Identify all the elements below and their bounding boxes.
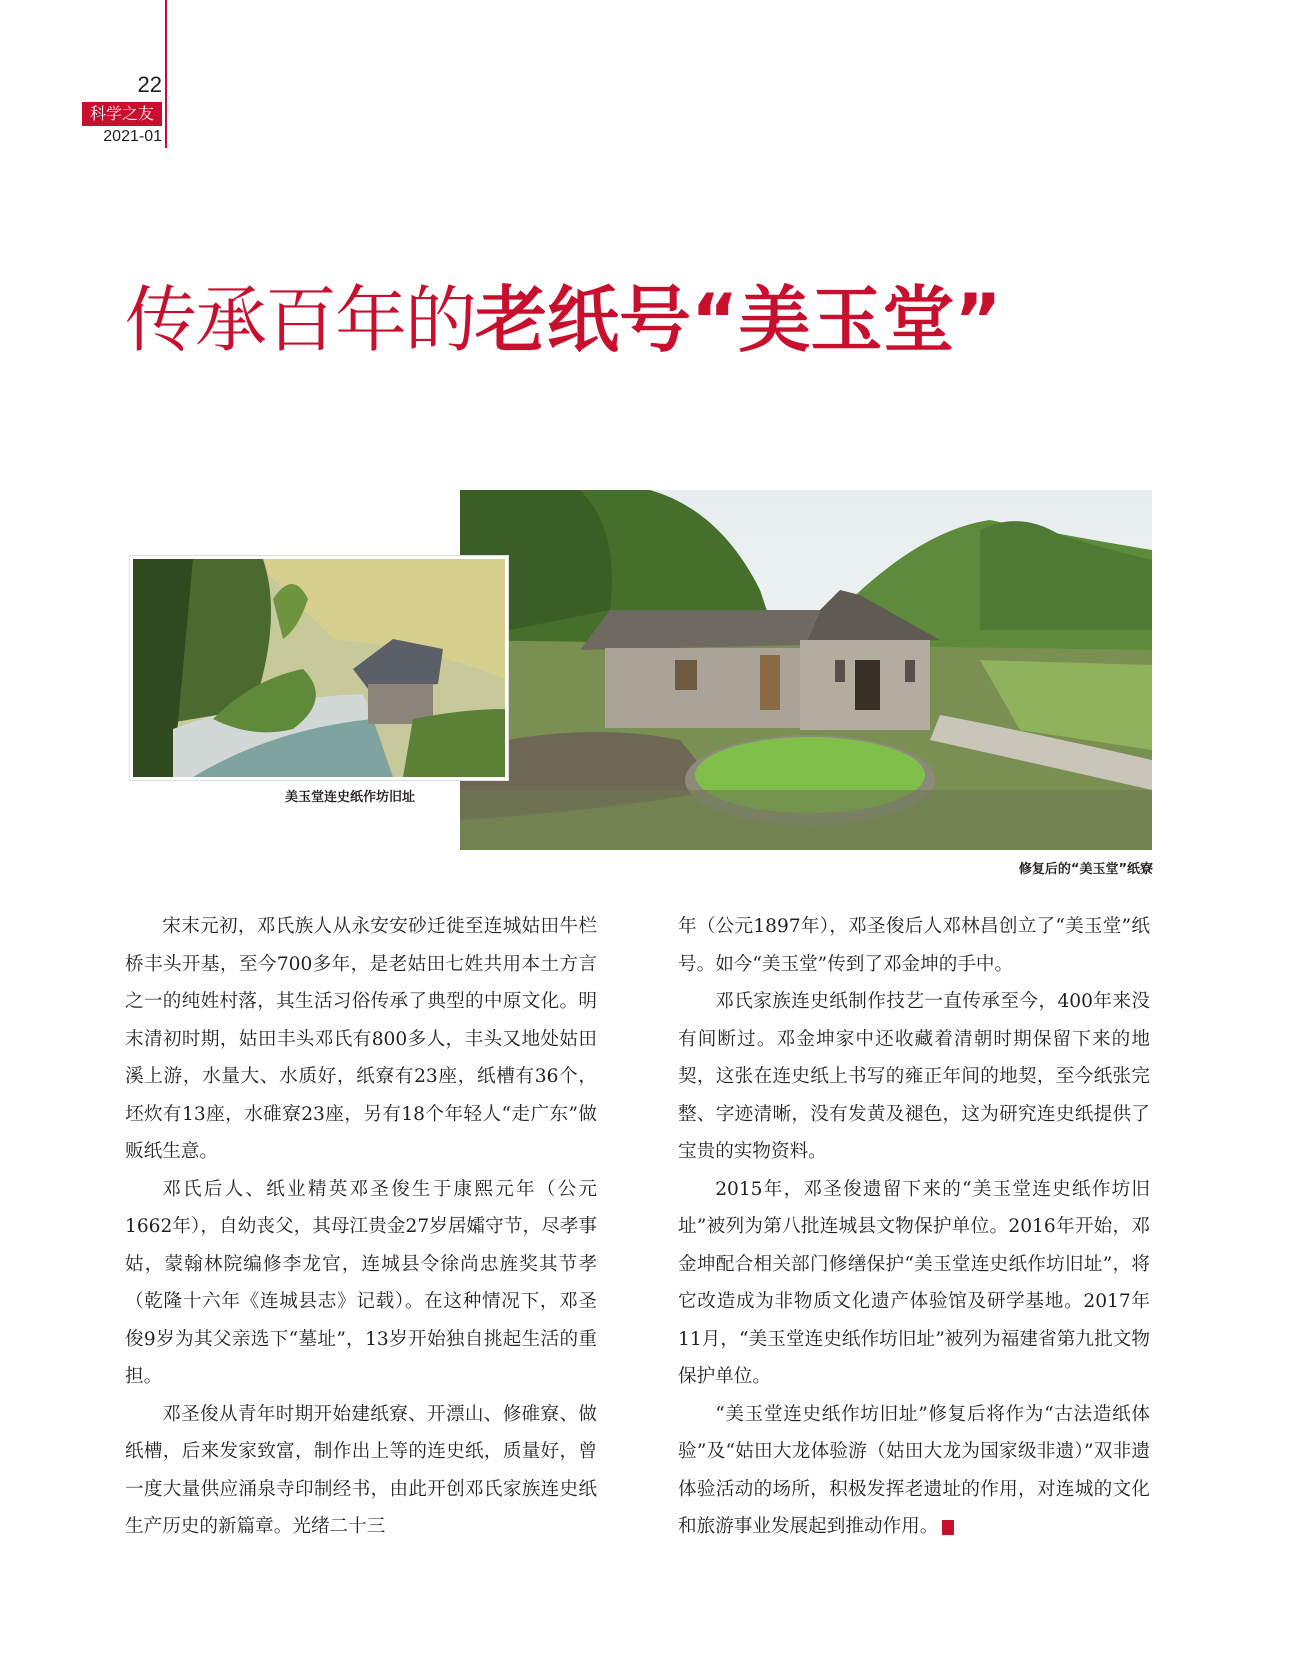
paragraph: 2015年，邓圣俊遗留下来的“美玉堂连史纸作坊旧址”被列为第八批连城县文物保护单位。2016年开始，邓金坤配合相关部门修缮保护“美玉堂连史纸作坊旧址”，将它改造成为非物质文化遗产体验馆及研学基地。2017年11月，“美玉堂连史纸作坊旧址”被列为福建省第九批文物保护单位。 — [678, 1178, 1150, 1387]
title-light: 传承百年的 — [125, 278, 476, 362]
header-vertical-rule — [165, 0, 167, 148]
article-title — [125, 275, 1002, 365]
paragraph-continued: 年（公元1897年），邓圣俊后人邓林昌创立了“美玉堂”纸号。如今“美玉堂”传到了邓金坤的手中。 — [678, 916, 1150, 975]
paragraph: 邓氏后人、纸业精英邓圣俊生于康熙元年（公元1662年），自幼丧父，其母江贵金27岁居孀守节，尽孝事姑，蒙翰林院编修李龙官，连城县令徐尚忠旌奖其节孝（乾隆十六年《连城县志》记载）。在这种情况下，邓圣俊9岁为其父亲选下“墓址”，13岁开始独自挑起生活的重担。 — [125, 1178, 597, 1387]
body-column-left — [125, 908, 597, 1546]
paragraph: 邓圣俊从青年时期开始建纸寮、开漂山、修碓寮、做纸槽，后来发家致富，制作出上等的连史纸，质量好，曾一度大量供应涌泉寺印制经书，由此开创邓氏家族连史纸生产历史的新篇章。光绪二十三 — [125, 1403, 597, 1537]
caption-restored-mill: 修复后的“美玉堂”纸寮 — [1018, 862, 1153, 877]
photo-restored-mill — [460, 490, 1152, 850]
caption-old-workshop: 美玉堂连史纸作坊旧址 — [285, 790, 416, 805]
paragraph: 宋末元初，邓氏族人从永安安砂迁徙至连城姑田牛栏桥丰头开基，至今700多年，是老姑田七姓共用本土方言之一的纯姓村落，其生活习俗传承了典型的中原文化。明末清初时期，姑田丰头邓氏有800多人，丰头又地处姑田溪上游，水量大、水质好，纸寮有23座，纸槽有36个，坯炊有13座，水碓寮23座，另有18个年轻人“走广东”做贩纸生意。 — [125, 916, 597, 1162]
issue-date: 2021-01 — [103, 128, 162, 145]
photo-old-workshop — [130, 556, 508, 780]
body-column-right — [678, 908, 1150, 1546]
magazine-name: 科学之友 — [82, 102, 162, 126]
page-number: 22 — [137, 72, 162, 97]
title-bold: 老纸号“美玉堂” — [475, 278, 1002, 362]
paragraph — [678, 1396, 1150, 1546]
paragraph: 邓氏家族连史纸制作技艺一直传承至今，400年来没有间断过。邓金坤家中还收藏着清朝时期保留下来的地契，这张在连史纸上书写的雍正年间的地契，至今纸张完整、字迹清晰，没有发黄及褪色，这为研究连史纸提供了宝贵的实物资料。 — [678, 991, 1150, 1162]
end-of-article-icon: S — [942, 1520, 954, 1535]
paragraph-text: “美玉堂连史纸作坊旧址”修复后将作为“古法造纸体验”及“姑田大龙体验游（姑田大龙为国家级非遗）”双非遗体验活动的场所，积极发挥老遗址的作用，对连城的文化和旅游事业发展起到推动作用。 — [678, 1403, 1150, 1537]
